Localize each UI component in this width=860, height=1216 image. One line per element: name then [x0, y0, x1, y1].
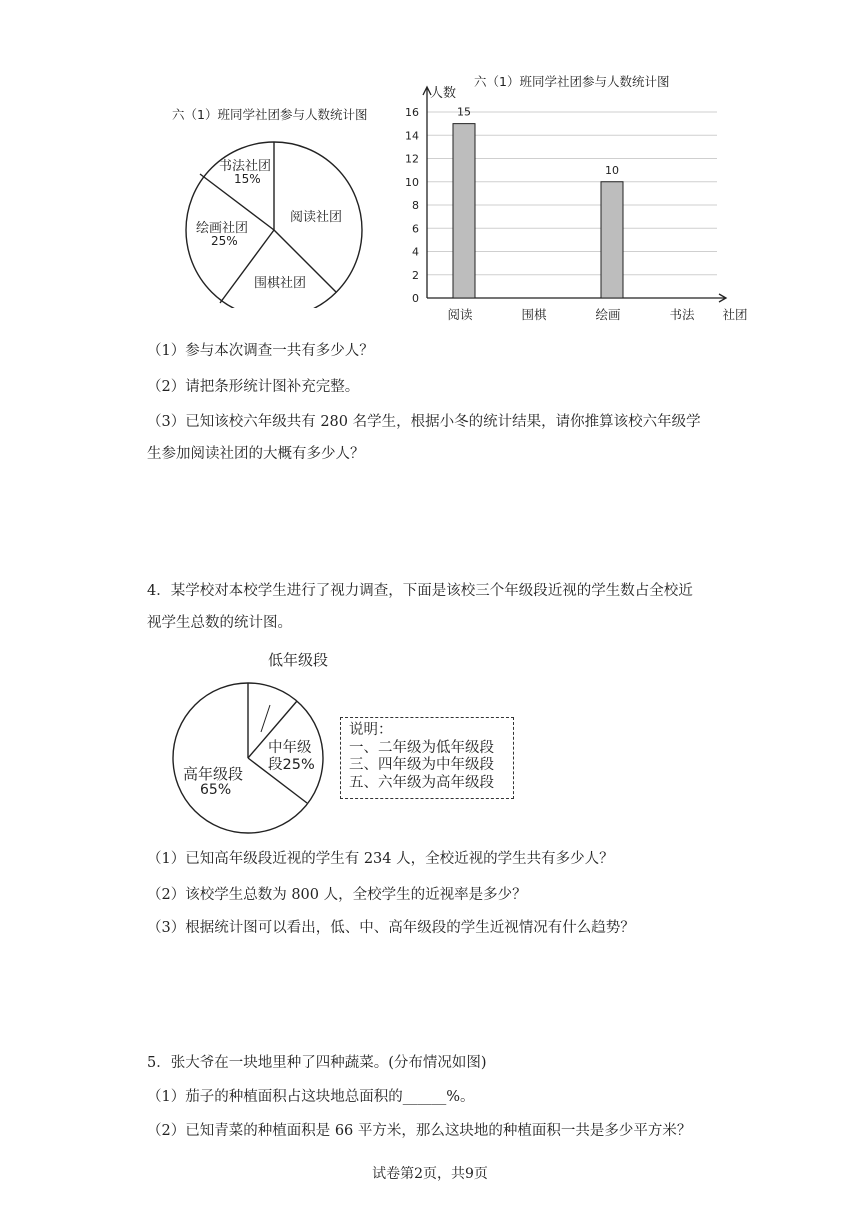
q4-note-box [340, 717, 514, 799]
x-tick-label: 围棋 [521, 307, 547, 322]
x-axis-label: 社团 [722, 307, 748, 322]
q5-sub2: （2）已知青菜的种植面积是 66 平方米，那么这块地的种植面积一共是多少平方米？ [147, 1123, 692, 1139]
pie1-label-reading: 阅读社团 [290, 210, 343, 225]
page-footer: 试卷第2页，共9页 [372, 1166, 488, 1182]
pie1-label-go: 围棋社团 [254, 276, 307, 291]
q4-note-title: 说明： [349, 722, 393, 738]
pie1-label-calligraphy-pct: 15% [234, 172, 261, 186]
bar-data-label: 15 [457, 105, 471, 119]
q4-pie-label-mid-line1: 中年级 [268, 740, 312, 756]
pie1-title: 六（1）班同学社团参与人数统计图 [172, 107, 368, 122]
y-tick-label: 6 [412, 222, 419, 236]
q4-sub3: （3）根据统计图可以看出，低、中、高年级段的学生近视情况有什么趋势？ [147, 920, 635, 936]
pie1-label-painting-pct: 25% [211, 234, 238, 248]
q4-sub1: （1）已知高年级段近视的学生有 234 人，全校近视的学生共有多少人？ [147, 851, 614, 867]
q5-sub1: （1）茄子的种植面积占这块地总面积的______%。 [147, 1089, 475, 1105]
q4-pie-label-low: 低年级段 [268, 651, 329, 669]
q4-note-line1: 一、二年级为低年级段 [349, 739, 494, 756]
q3-sub2: （2）请把条形统计图补充完整。 [147, 379, 360, 395]
y-tick-label: 2 [412, 268, 419, 282]
x-tick-label: 阅读 [447, 307, 473, 322]
bar [601, 182, 623, 298]
y-tick-label: 14 [405, 129, 419, 143]
bar-chart-title: 六（1）班同学社团参与人数统计图 [474, 74, 670, 89]
q4-note-line3: 五、六年级为高年级段 [349, 774, 494, 791]
q4-sub2: （2）该校学生总数为 800 人，全校学生的近视率是多少？ [147, 887, 527, 903]
y-tick-label: 4 [412, 245, 419, 259]
y-tick-label: 10 [405, 175, 419, 189]
q3-sub3-line1: （3）已知该校六年级共有 280 名学生，根据小冬的统计结果，请你推算该校六年级学 [147, 414, 701, 430]
y-tick-label: 12 [405, 152, 419, 166]
q4-pie-label-high-pct: 65% [200, 782, 232, 798]
y-tick-label: 0 [412, 292, 419, 305]
q4-stem-line2: 视学生总数的统计图。 [147, 615, 292, 631]
q4-pie-label-mid-line2: 段25% [268, 757, 315, 773]
bar-data-label: 10 [605, 163, 619, 177]
q4-note-line2: 三、四年级为中年级段 [349, 757, 494, 773]
pie1-label-calligraphy: 书法社团 [219, 159, 272, 174]
q3-sub3-line2: 生参加阅读社团的大概有多少人？ [147, 446, 365, 462]
q5-stem: 5．张大爷在一块地里种了四种蔬菜。(分布情况如图) [147, 1055, 487, 1071]
q4-stem-line1: 4．某学校对本校学生进行了视力调查，下面是该校三个年级段近视的学生数占全校近 [147, 583, 693, 599]
bar [453, 124, 475, 298]
y-tick-label: 8 [412, 199, 419, 212]
q4-pie-label-high: 高年级段 [183, 765, 244, 783]
y-axis-label: 人数 [430, 86, 457, 101]
pie1-label-painting: 绘画社团 [196, 221, 249, 236]
q3-sub1: （1）参与本次调查一共有多少人？ [147, 343, 374, 359]
x-tick-label: 绘画 [595, 307, 621, 322]
y-tick-label: 16 [405, 106, 419, 119]
x-tick-label: 书法 [669, 307, 695, 322]
bar-chart [395, 80, 755, 330]
